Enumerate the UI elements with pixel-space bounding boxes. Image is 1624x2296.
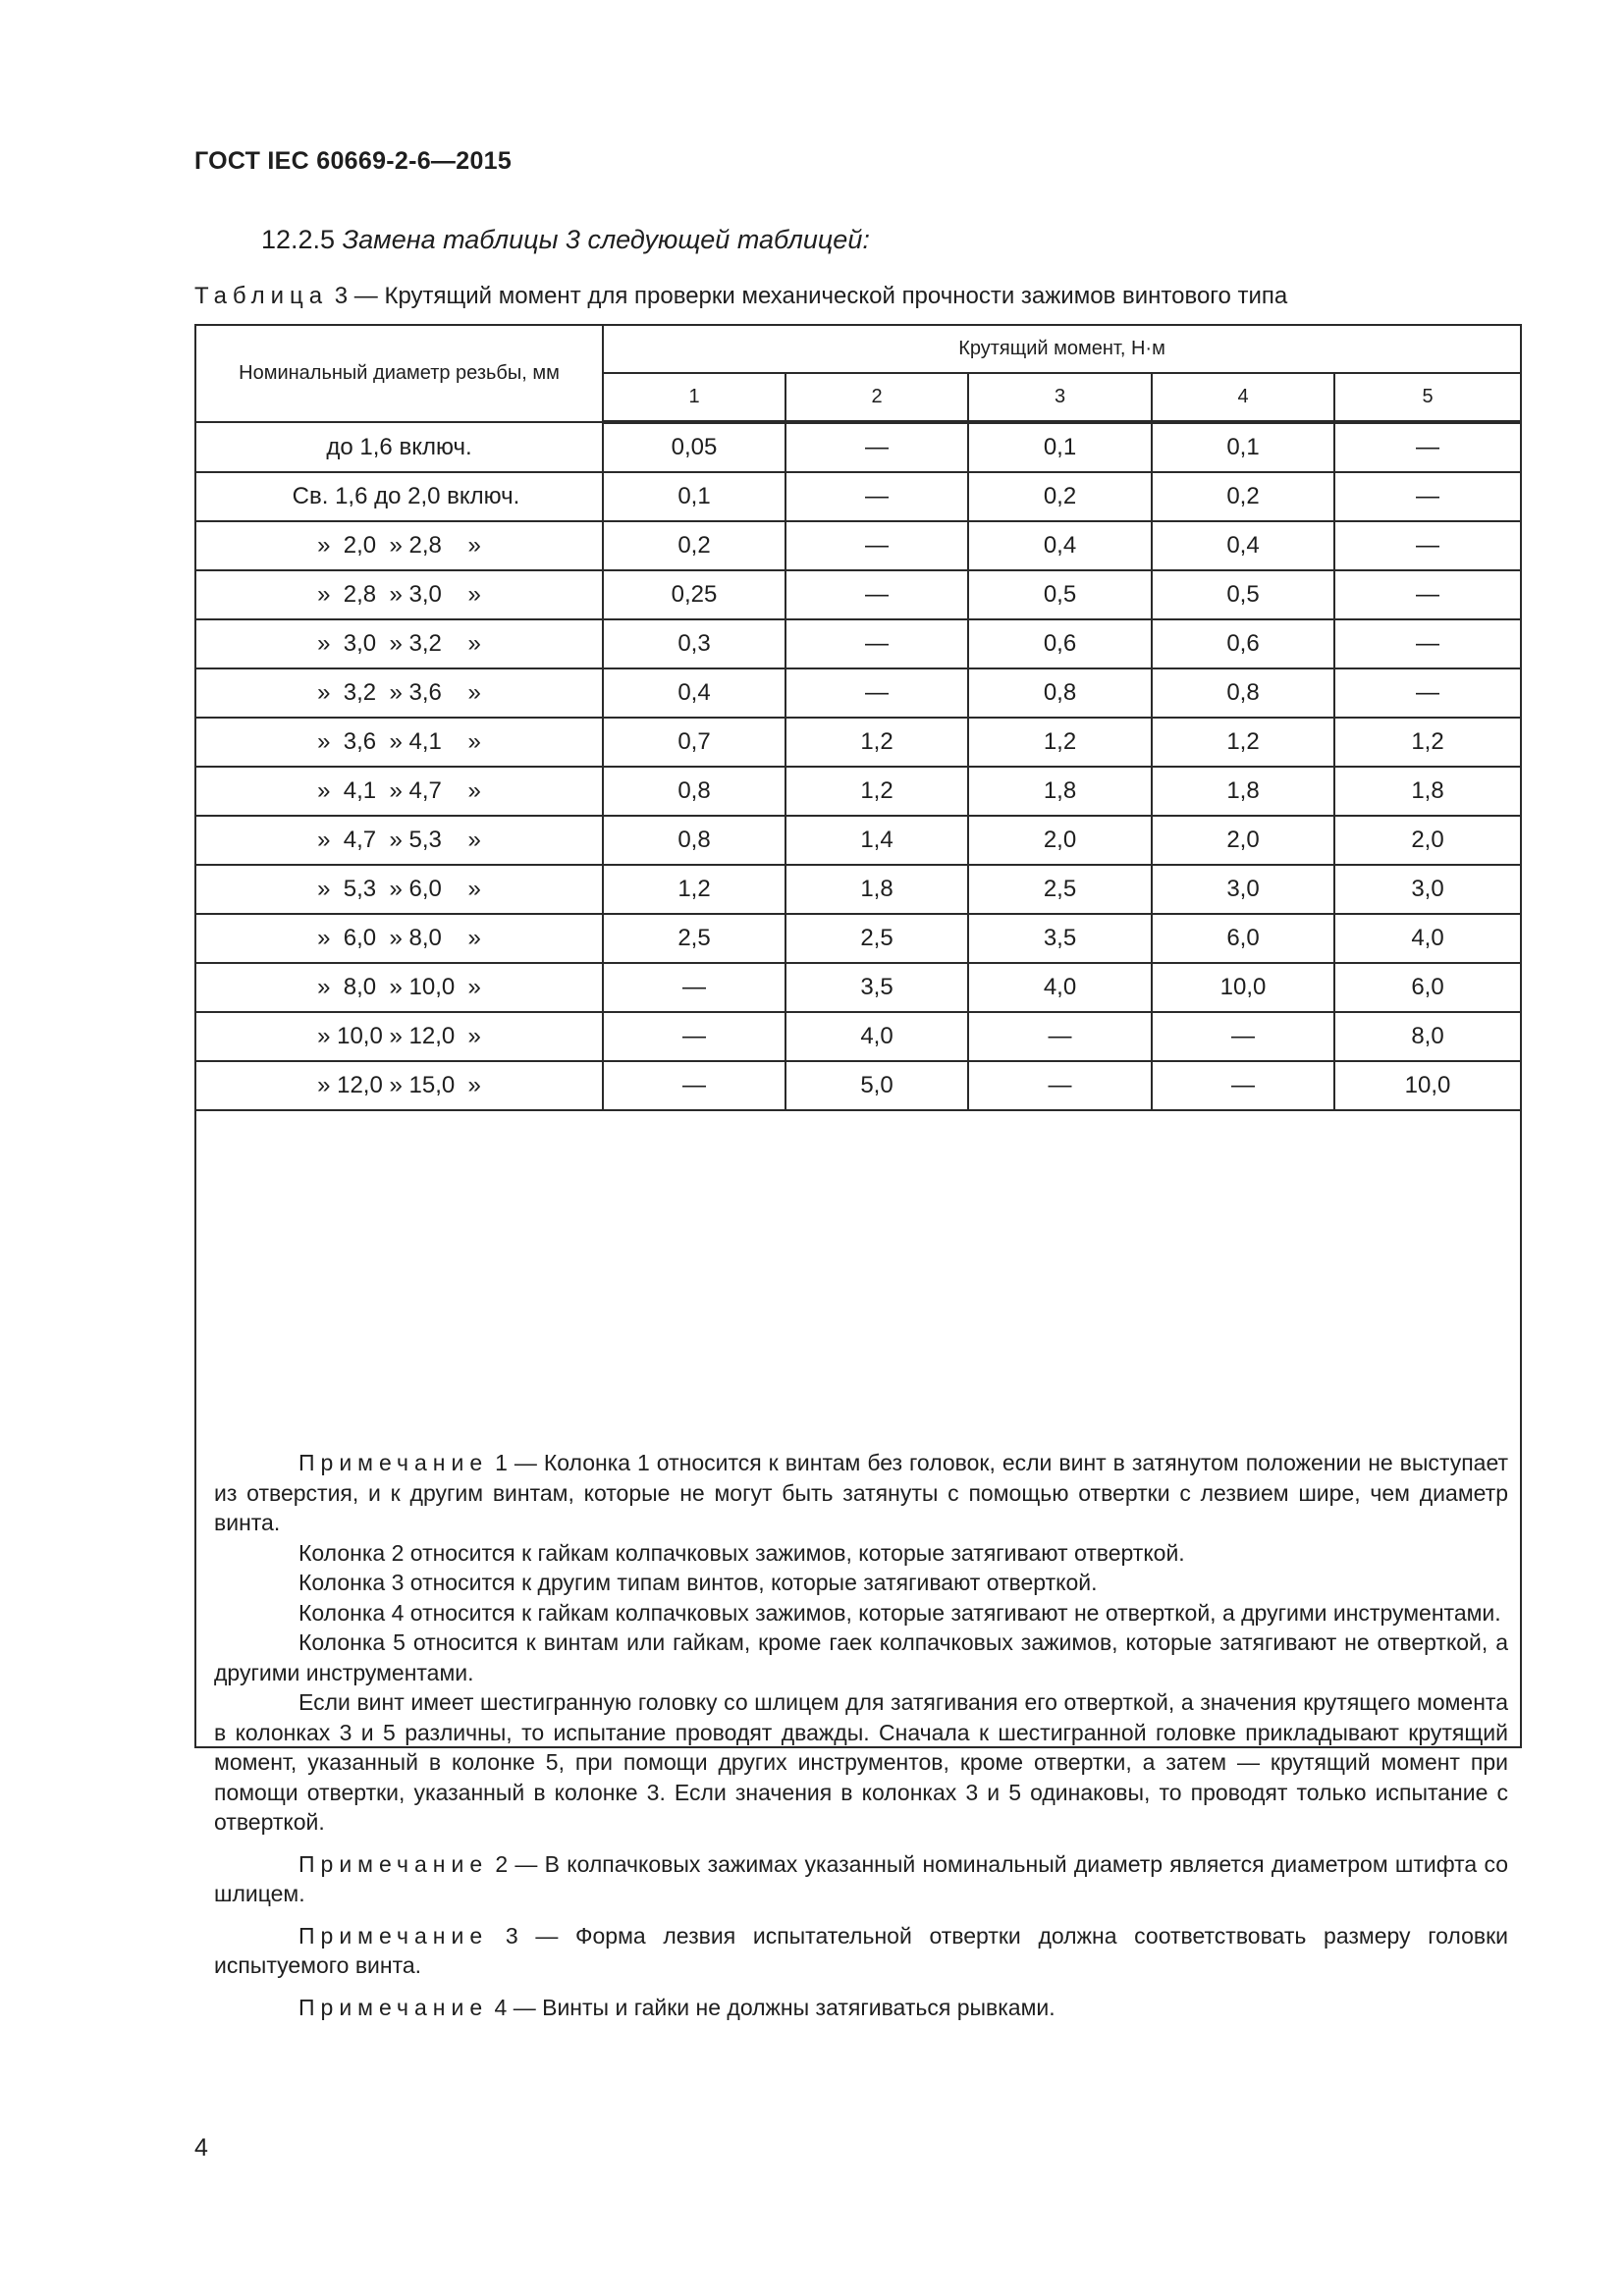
table-row <box>196 816 1520 865</box>
note-text: — Винты и гайки не должны затягиваться рывками. <box>507 1994 1056 2020</box>
row-value: 4,0 <box>968 963 1152 1012</box>
row-value: 1,8 <box>1334 767 1520 816</box>
row-range: » 4,1 » 4,7 » <box>196 767 603 816</box>
row-value: 1,2 <box>785 767 968 816</box>
row-value: 1,2 <box>968 718 1152 767</box>
row-range: » 3,6 » 4,1 » <box>196 718 603 767</box>
row-value: 0,2 <box>968 472 1152 521</box>
row-value: — <box>785 521 968 570</box>
row-value: — <box>1152 1061 1334 1110</box>
row-range: Св. 1,6 до 2,0 включ. <box>196 472 603 521</box>
note-label: Примечание <box>298 1994 489 2020</box>
row-value: 0,4 <box>1152 521 1334 570</box>
note-number: 1 <box>495 1450 508 1475</box>
row-value: 0,8 <box>1152 668 1334 718</box>
header-col-4: 4 <box>1152 373 1334 422</box>
table-notes <box>214 1448 1508 2022</box>
row-value: 10,0 <box>1334 1061 1520 1110</box>
table-row <box>196 914 1520 963</box>
row-value: 0,1 <box>1152 422 1334 472</box>
row-value: 2,0 <box>1334 816 1520 865</box>
row-value: 1,8 <box>968 767 1152 816</box>
row-value: 1,2 <box>785 718 968 767</box>
row-value: — <box>1334 472 1520 521</box>
note-text: — Колонка 1 относится к винтам без головок, если винт в затянутом положении не выступает из отверстия, и к другим винтам, которые не могут быть затянуты с помощью отвертки с лезвием шире, чем диаметр винта. <box>214 1450 1509 1535</box>
row-value: — <box>968 1012 1152 1061</box>
table-row <box>196 963 1520 1012</box>
row-range: » 2,8 » 3,0 » <box>196 570 603 619</box>
row-value: — <box>785 668 968 718</box>
note-number: 2 <box>495 1850 509 1877</box>
row-value: — <box>785 422 968 472</box>
note-1-paragraph: Колонка 4 относится к гайкам колпачковых зажимов, которые затягивают не отверткой, а другими инструментами. <box>298 1599 1501 1626</box>
table-row <box>196 668 1520 718</box>
table-row <box>196 718 1520 767</box>
header-torque: Крутящий момент, Н·м <box>603 326 1520 373</box>
table-row <box>196 472 1520 521</box>
row-value: 2,0 <box>1152 816 1334 865</box>
header-col-5: 5 <box>1334 373 1520 422</box>
page-number: 4 <box>194 2134 208 2162</box>
table-row <box>196 422 1520 472</box>
row-value: — <box>1334 619 1520 668</box>
row-value: 1,4 <box>785 816 968 865</box>
row-value: 8,0 <box>1334 1012 1520 1061</box>
document-code: ГОСТ IEC 60669-2-6—2015 <box>194 147 513 175</box>
note-1-paragraph: Если винт имеет шестигранную головку со шлицем для затягивания его отверткой, а значения крутящего момента в колонках 3 и 5 различны, то испытание проводят дважды. Сначала к шестигранной головке прикладывают крутящий момент, указанный в колонке 5, при помощи других инструментов, кроме отвертки, а затем — крутящий момент при помощи отвертки, указанный в колонке 3. Если значения в колонках 3 и 5 одинаковы, то проводят только испытание с отверткой. <box>214 1689 1508 1835</box>
row-value: 0,8 <box>603 767 785 816</box>
table-row <box>196 1061 1520 1110</box>
row-value: — <box>968 1061 1152 1110</box>
row-value: 0,1 <box>968 422 1152 472</box>
note-1-paragraph: Колонка 5 относится к винтам или гайкам, кроме гаек колпачковых зажимов, которые затягивают не отверткой, а другими инструментами. <box>214 1629 1508 1685</box>
row-range: » 4,7 » 5,3 » <box>196 816 603 865</box>
row-value: 3,5 <box>968 914 1152 963</box>
table-row <box>196 619 1520 668</box>
row-value: 0,05 <box>603 422 785 472</box>
table-row <box>196 1012 1520 1061</box>
row-value: 3,0 <box>1334 865 1520 914</box>
row-range: » 8,0 » 10,0 » <box>196 963 603 1012</box>
row-value: 2,5 <box>785 914 968 963</box>
row-value: — <box>603 963 785 1012</box>
table-row <box>196 570 1520 619</box>
note-number: 3 <box>505 1922 518 1949</box>
row-value: 10,0 <box>1152 963 1334 1012</box>
row-value: 4,0 <box>1334 914 1520 963</box>
note-2 <box>214 1849 1508 1909</box>
row-value: 2,5 <box>968 865 1152 914</box>
row-value: 4,0 <box>785 1012 968 1061</box>
row-range: » 12,0 » 15,0 » <box>196 1061 603 1110</box>
row-value: — <box>785 570 968 619</box>
table-row <box>196 521 1520 570</box>
row-value: 0,2 <box>603 521 785 570</box>
row-value: 0,6 <box>1152 619 1334 668</box>
note-label: Примечание <box>298 1850 489 1877</box>
row-value: 0,5 <box>1152 570 1334 619</box>
row-value: 2,0 <box>968 816 1152 865</box>
note-label: Примечание <box>298 1450 489 1475</box>
row-value: — <box>1334 422 1520 472</box>
table-caption-label: Таблица <box>194 283 329 309</box>
note-text: — В колпачковых зажимах указанный номинальный диаметр является диаметром штифта со шлицем. <box>214 1850 1508 1906</box>
row-value: — <box>603 1061 785 1110</box>
note-1-paragraph: Колонка 2 относится к гайкам колпачковых зажимов, которые затягивают отверткой. <box>298 1539 1185 1566</box>
row-value: 0,8 <box>603 816 785 865</box>
note-4 <box>214 1993 1508 2023</box>
row-range: » 3,0 » 3,2 » <box>196 619 603 668</box>
row-value: 0,4 <box>603 668 785 718</box>
row-value: 0,25 <box>603 570 785 619</box>
row-range: » 5,3 » 6,0 » <box>196 865 603 914</box>
header-col-3: 3 <box>968 373 1152 422</box>
row-value: 1,2 <box>1152 718 1334 767</box>
section-title: Замена таблицы 3 следующей таблицей: <box>342 225 870 254</box>
row-range: » 3,2 » 3,6 » <box>196 668 603 718</box>
row-range: » 2,0 » 2,8 » <box>196 521 603 570</box>
section-heading <box>261 225 870 255</box>
header-col-1: 1 <box>603 373 785 422</box>
table-frame <box>194 324 1522 2020</box>
row-value: 1,2 <box>1334 718 1520 767</box>
row-value: 0,8 <box>968 668 1152 718</box>
header-diameter: Номинальный диаметр резьбы, мм <box>196 326 603 422</box>
row-value: 0,2 <box>1152 472 1334 521</box>
row-value: — <box>603 1012 785 1061</box>
row-value: 0,5 <box>968 570 1152 619</box>
section-number: 12.2.5 <box>261 225 336 254</box>
row-value: — <box>1334 521 1520 570</box>
row-value: — <box>1334 668 1520 718</box>
note-label: Примечание <box>298 1922 489 1949</box>
row-value: 5,0 <box>785 1061 968 1110</box>
row-value: — <box>785 472 968 521</box>
row-value: 2,5 <box>603 914 785 963</box>
row-value: 3,0 <box>1152 865 1334 914</box>
note-1-paragraph: Колонка 3 относится к другим типам винтов, которые затягивают отверткой. <box>298 1570 1098 1595</box>
row-value: — <box>1152 1012 1334 1061</box>
row-value: 0,6 <box>968 619 1152 668</box>
row-value: 6,0 <box>1334 963 1520 1012</box>
table-caption <box>194 283 1287 310</box>
note-text: — Форма лезвия испытательной отвертки должна соответствовать размеру головки испытуемого винта. <box>214 1922 1509 1978</box>
note-number: 4 <box>494 1994 508 2020</box>
torque-table <box>196 326 1520 1111</box>
row-value: 1,8 <box>1152 767 1334 816</box>
table-row <box>196 767 1520 816</box>
row-range: » 6,0 » 8,0 » <box>196 914 603 963</box>
row-value: 0,3 <box>603 619 785 668</box>
row-value: 3,5 <box>785 963 968 1012</box>
row-value: 0,7 <box>603 718 785 767</box>
note-3 <box>214 1921 1508 1981</box>
row-value: 6,0 <box>1152 914 1334 963</box>
table-row <box>196 865 1520 914</box>
table-caption-text: 3 — Крутящий момент для проверки механической прочности зажимов винтового типа <box>334 283 1288 309</box>
row-value: 1,2 <box>603 865 785 914</box>
row-value: 0,4 <box>968 521 1152 570</box>
row-range: » 10,0 » 12,0 » <box>196 1012 603 1061</box>
row-value: 0,1 <box>603 472 785 521</box>
note-1 <box>214 1448 1508 1538</box>
header-col-2: 2 <box>785 373 968 422</box>
row-range: до 1,6 включ. <box>196 422 603 472</box>
row-value: 1,8 <box>785 865 968 914</box>
row-value: — <box>785 619 968 668</box>
row-value: — <box>1334 570 1520 619</box>
